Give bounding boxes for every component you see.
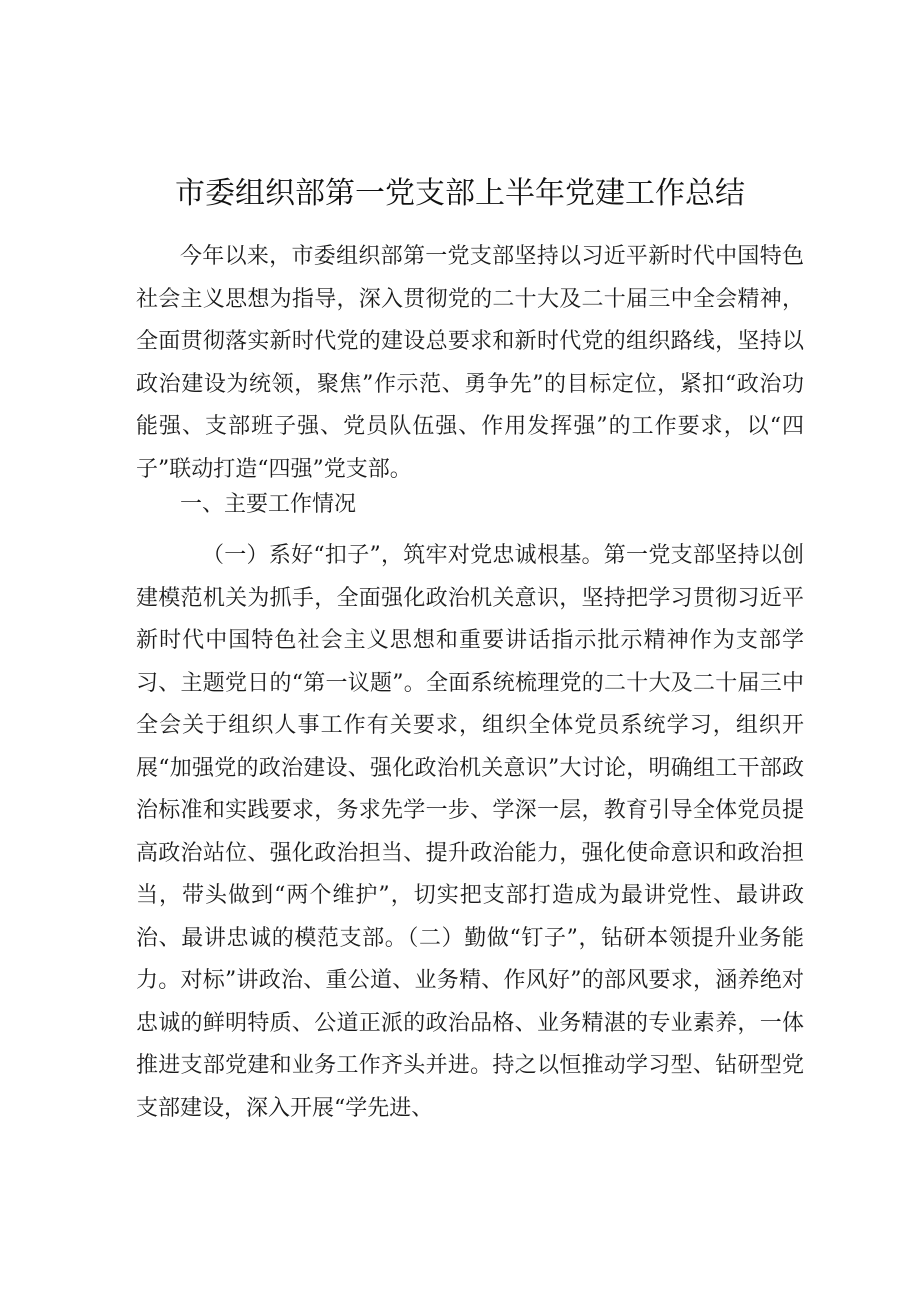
section-body-paragraph: （一）系好“扣子”，筑牢对党忠诚根基。第一党支部坚持以创建模范机关为抓手，全面强化政治机关意识，坚持把学习贯彻习近平新时代中国特色社会主义思想和重要讲话指示批示精神作为支部学习、主题党日的“第一议题”。全面系统梳理党的二十大及二十届三中全会关于组织人事工作有关要求，组织全体党员系统学习，组织开展“加强党的政治建设、强化政治机关意识”大讨论，明确组工干部政治标准和实践要求，务求先学一步、学深一层，教育引导全体党员提高政治站位、强化政治担当、提升政治能力，强化使命意识和政治担当，带头做到“两个维护”，切实把支部打造成为最讲党性、最讲政治、最讲忠诚的模范支部。（二）勤做“钉子”，钻研本领提升业务能力。对标”讲政治、重公道、业务精、作风好”的部风要求，涵养绝对忠诚的鲜明特质、公道正派的政治品格、业务精湛的专业素养，一体推进支部党建和业务工作齐头并进。持之以恒推动学习型、钻研型党支部建设，深入开展“学先进、 [136, 543, 804, 1121]
section-heading: 一、主要工作情况 [180, 492, 357, 517]
intro-paragraph: 今年以来，市委组织部第一党支部坚持以习近平新时代中国特色社会主义思想为指导，深入贯彻党的二十大及二十届三中全会精神，全面贯彻落实新时代党的建设总要求和新时代党的组织路线，坚持以政治建设为统领，聚焦”作示范、勇争先”的目标定位，紧扣“政治功能强、支部班子强、党员队伍强、作用发挥强”的工作要求，以“四子”联动打造“四强”党支部。 [136, 244, 804, 482]
document-title: 市委组织部第一党支部上半年党建工作总结 [175, 176, 745, 211]
